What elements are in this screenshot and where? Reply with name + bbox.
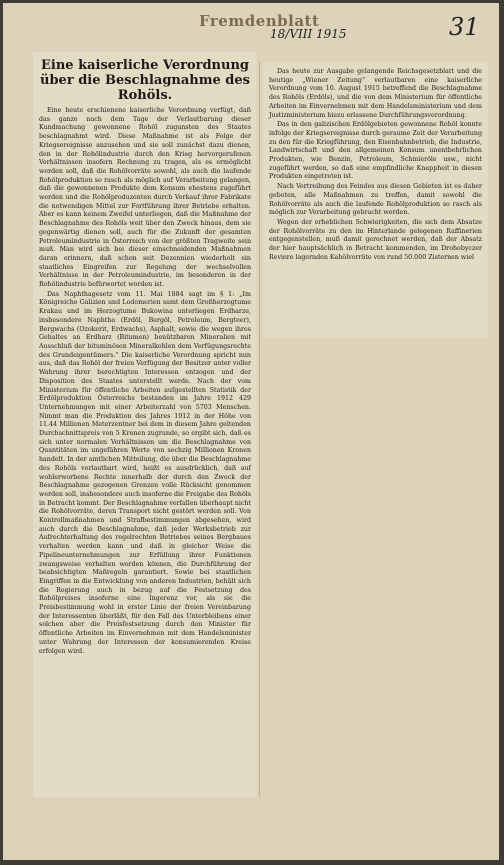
masthead: Fremdenblatt (199, 12, 320, 30)
right-paragraph-3: Nach Vertreibung des Feindes aus diesen Gebieten ist es daher geboten, alle Maßnahmen zu treffen, damit sowohl die Rohölvorräte als auch die laufende Rohölproduktion so rasch als möglich zur Verarbeitung gebracht werden. (269, 183, 482, 217)
right-paragraph-4: Wegen der erheblichen Schwierigkeiten, die sich dem Absatze der Rohölvorräte zu den im Hinterlande gelegenen Raffinerien entgegenstellen, muß damit gerechnet werden, daß der Absatz der hier hauptsächlich in Betracht kommenden, im Drohobyczer Reviere lagernden Kahölvorräte von rund 50.000 Zisternen wiel (269, 218, 482, 261)
left-paragraph-2: Das Naphthagesetz vom 11. Mai 1884 sagt im § 1: „Im Königreiche Galizien und Lodomerien samt dem Großherzogtume Krakau und im Herzogtume Bukowina unterliegen Erdharze, insbesondere Naphtha (Erdöl, Bergöl, Petroleum, Bergteer), Bergwachs (Ozokerit, Erdwachs), Asphalt, sowie die wegen ihres Gehaltes an Erdharz (Bitumen) benützbaren Mineralien mit Ausschluß der bituminösen Mineralkohlen dem Verfügungsrechte des Grundeigentümers.“ Die kaiserliche Verordnung spricht nun aus, daß das Rohöl der freien Verfügung der Besitzer unter voller Wahrung ihrer berechtigten Interessen entzogen und der Disposition des Staates unterstellt werde. Nach der vom Ministerium für öffentliche Arbeiten aufgestellten Statistik der Erdölproduktion Österreichs bestanden im Jahre 1912 429 Unternehmungen mit einer Arbeiterzahl von 5703 Menschen. Nimmt man die Produktion des Jahres 1912 in der Höhe von 11.44 Millionen Meterzentner bei dem in diesem Jahre geltenden Durchschnittspreis von 5 Kronen zugrunde, so ergibt sich, daß es sich unter normalen Verhältnissen um die Beschlagnahme von Quantitäten im ungefähren Werte von sechzig Millionen Kronen handelt. In der amtlichen Mitteilung, die über die Beschlagnahme des Rohöls verlautbart wird, heißt es ausdrücklich, daß auf wohlerworbene Rechte innerhalb der durch den Zweck der Beschlagnahme gezogenen Grenzen volle Rücksicht genommen werden soll, insbesondere auch insoferne die Freigabe des Rohöls in Betracht kommt. Der Beschlagnahme verfallen überhaupt nicht die Rohölvorräte, deren Transport nicht gestört werden soll. Von Kontrollmaßnahmen und Strafbestimmungen abgesehen, wird auch durch die Beschlagnahme, daß jeder Werksbetrieb zur Aufrechterhaltung des regelrechten Betriebes seines Bergbaues verhalten werden kann und daß in gleicher Weise die Pipelineunternehmungen zur Erfüllung ihrer Funktionen zwangsweise verhalten werden können, die Durchführung der beabsichtigten Maßregeln garantiert. Sowie bei staatlichen Eingriffen in die Entwicklung von anderen Industrien, behält sich die Regierung auch in bezug auf die Festsetzung des Rohölpreises insoferne eine Ingerenz vor, als sie die Preisbestimmung wohl in erster Linie der freien Vereinbarung der Interessenten überläßt, für den Fall des Unterbleibens einer solchen aber die Preisfestsetzung durch den Minister für öffentliche Arbeiten im Einvernehmen mit dem Handelsminister unter Wahrung der Interessen der konsumierenden Kreise erfolgen wird. (39, 290, 252, 655)
left-paragraph-1: Eine heute erschienene kaiserliche Verordnung verfügt, daß das ganze nach dem Tage der Verlautbarung dieser Kundmachung gewonnene Rohöl zugunsten des Staates beschlagnahmt wird. Diese Maßnahme ist als Folge der Kriegsereignisse anzusehen und sie soll zunächst dazu dienen, den in der Rohölindustrie durch den Krieg hervorgerufenen Verhältnissen insofern Rechnung zu tragen, als es ermöglicht werden soll, daß die Rohölvorräte sowohl, als auch die laufende Rohölproduktion so rasch als möglich auf Verarbeitung gelangen, daß die gewonnenen Produkte dem Konsum ehestens zugeführt werden und die Rohölproduzenten durch Verkauf ihrer Fabrikate die notwendigen Mittel zur Fortführung ihrer Betriebe erhalten. Aber es kann keinem Zweifel unterliegen, daß die Maßnahme der Beschlagnahme des Rohöls weit über den Zweck hinaus, dem sie gegenwärtig dienen soll, auch für die Zukunft der gesamten Petroleumindustrie in Österreich von der größten Tragweite sein muß. Man wird sich bei dieser einschneidenden Maßnahmen daran erinnern, daß schon seit Dezennien wiederholt ein staatliches Eingreifen zur Regelung der wechselvollen Verhältnisse in der Petroleumindustrie, im besonderen in der Rohölindustrie befürwortet worden ist. (39, 107, 251, 289)
headline: Eine kaiserliche Verordnung über die Beschlagnahme des Rohöls. (40, 58, 250, 103)
column-divider (259, 62, 260, 797)
left-clipping (33, 52, 257, 797)
right-body (269, 68, 482, 262)
handwritten-date: 18/VIII 1915 (270, 27, 347, 41)
right-paragraph-1: Das heute zur Ausgabe gelangende Reichsgesetzblatt und die heutige „Wiener Zeitung“ verlautbaren eine kaiserliche Verordnung vom 10. August 1915 betreffend die Beschlagnahme des Rohöls (Erdöls), und die von dem Ministerium für öffentliche Arbeiten im Einvernehmen mit dem Handelsministerium und dem Justizministerium hiezu erlassene Durchführungsverordnung. (269, 68, 482, 119)
right-clipping (263, 62, 488, 338)
left-body (39, 107, 251, 656)
archive-number: 31 (449, 13, 480, 41)
right-paragraph-2: Das in den galizischen Erdölgebieten gewonnene Rohöl konnte infolge der Kriegsereignisse durch geraume Zeit der Verarbeitung zu den für die Kriegführung, den Eisenbahnbetrieb, die Industrie, Landwirtschaft und den allgemeinen Konsum unentbehrlichen Produkten, wie Benzin, Petroleum, Schmieröle usw., nicht zugeführt werden, so daß eine empfindliche Knappheit in diesen Produkten eingetreten ist. (269, 121, 482, 181)
